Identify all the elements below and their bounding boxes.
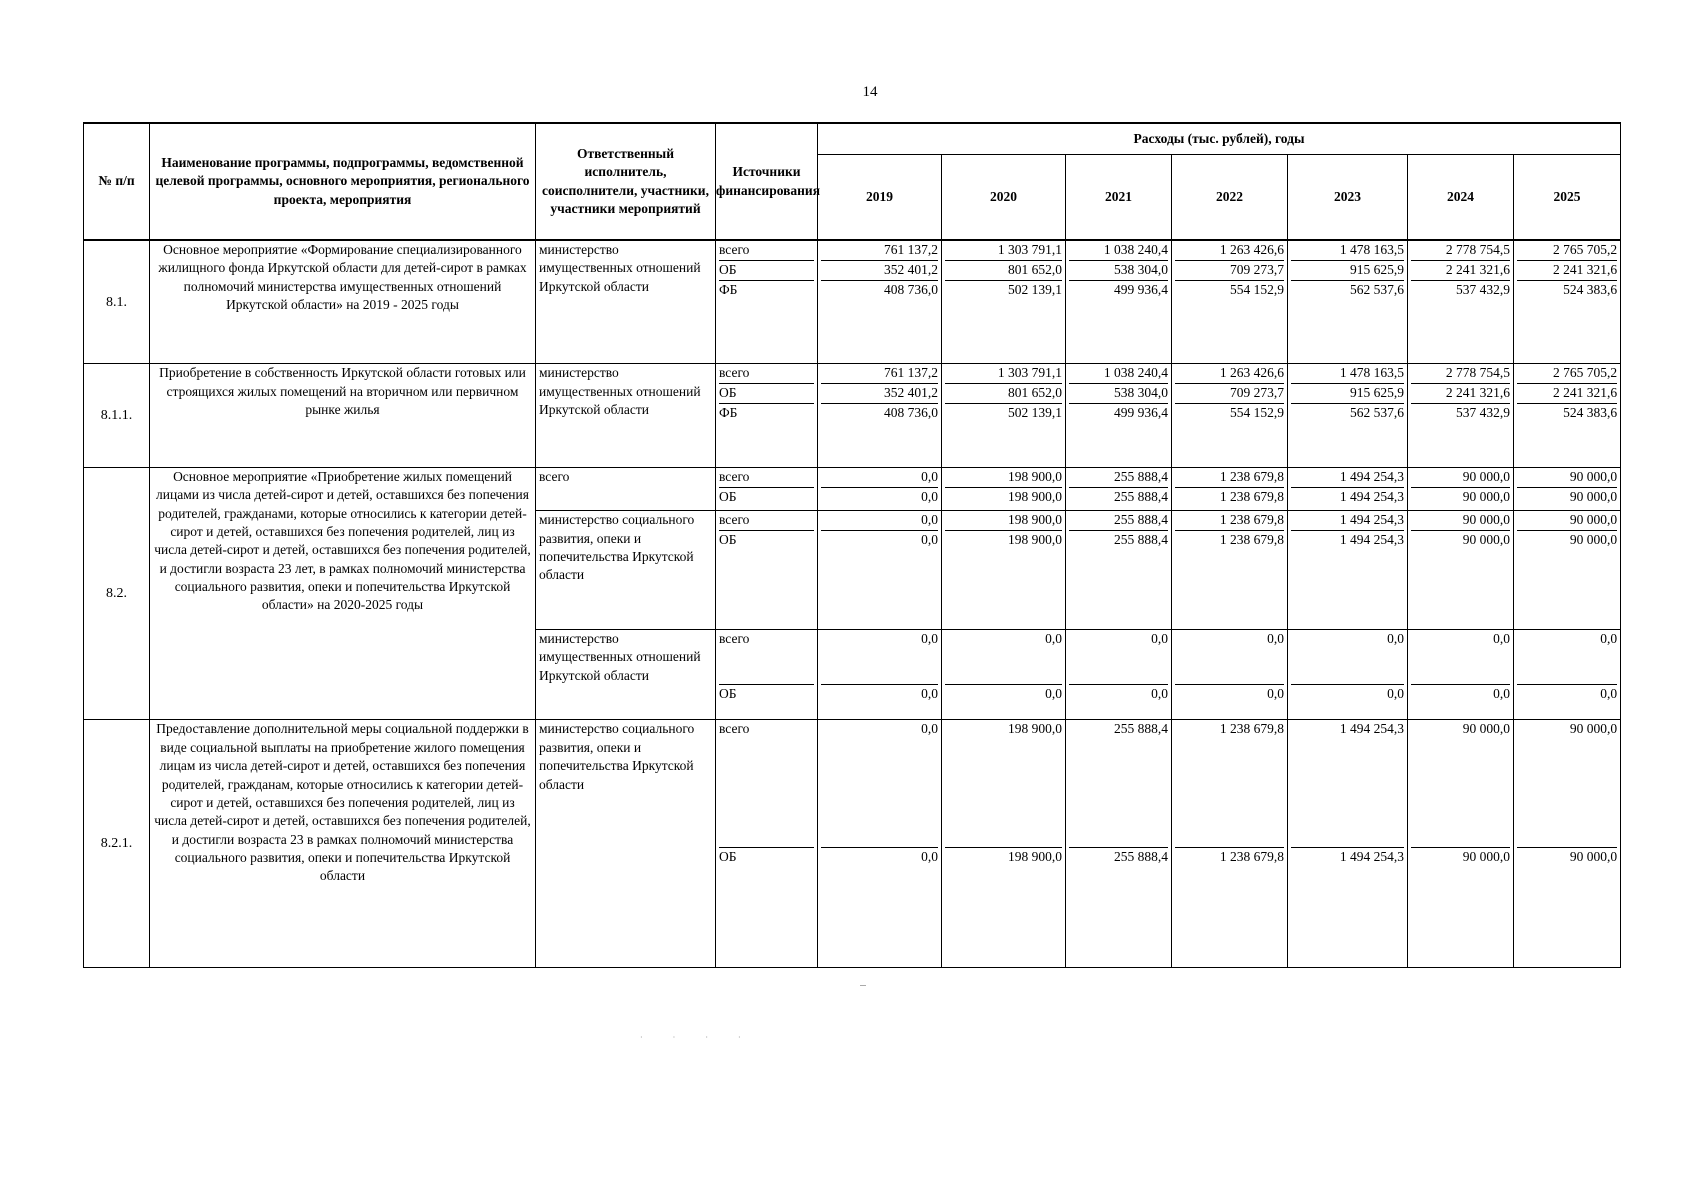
value-cell: 761 137,2 352 401,2 408 736,0 (818, 364, 942, 468)
value-cell: 1 238 679,8 1 238 679,8 (1172, 720, 1288, 968)
header-executor: Ответственный исполнитель, соисполнители, участники, участники мероприятий (536, 123, 716, 240)
source-label: всего (719, 364, 814, 384)
row-executor: министерство имущественных отношений Иркутской области (536, 240, 716, 364)
row-sources (716, 511, 818, 630)
header-year: 2024 (1408, 154, 1514, 240)
value-cell: 90 000,0 90 000,0 (1514, 720, 1621, 968)
value-cell: 0,0 0,0 (818, 467, 942, 510)
source-label: всего (719, 630, 814, 685)
source-label: ФБ (719, 282, 738, 297)
row-number: 8.1.1. (84, 364, 150, 468)
value-cell: 1 038 240,4 538 304,0 499 936,4 (1066, 240, 1172, 364)
scan-artifact: · · · · (640, 1033, 755, 1042)
row-number: 8.2.1. (84, 720, 150, 968)
value-cell: 1 263 426,6 709 273,7 554 152,9 (1172, 364, 1288, 468)
value-cell: 1 494 254,3 1 494 254,3 (1288, 467, 1408, 510)
source-label: всего (719, 511, 814, 531)
value-cell: 1 478 163,5 915 625,9 562 537,6 (1288, 240, 1408, 364)
value-cell: 255 888,4 255 888,4 (1066, 467, 1172, 510)
source-label: ОБ (719, 261, 814, 281)
value-cell: 1 478 163,5 915 625,9 562 537,6 (1288, 364, 1408, 468)
value-cell: 2 778 754,5 2 241 321,6 537 432,9 (1408, 240, 1514, 364)
source-label: ОБ (719, 685, 737, 701)
value-cell: 2 778 754,5 2 241 321,6 537 432,9 (1408, 364, 1514, 468)
row-executor: министерство имущественных отношений Иркутской области (536, 629, 716, 720)
header-source: Источники финансирования (716, 123, 818, 240)
row-number: 8.1. (84, 240, 150, 364)
table-row (84, 240, 1621, 364)
value-cell: 2 765 705,2 2 241 321,6 524 383,6 (1514, 240, 1621, 364)
value-cell: 1 303 791,1 801 652,0 502 139,1 (942, 240, 1066, 364)
row-sources (716, 629, 818, 720)
page-number: 14 (862, 84, 878, 100)
row-sources (716, 467, 818, 510)
value-cell: 0,0 0,0 (818, 629, 942, 720)
source-label: ОБ (719, 384, 814, 404)
header-year: 2021 (1066, 154, 1172, 240)
row-sources (716, 720, 818, 968)
header-year: 2025 (1514, 154, 1621, 240)
value-cell: 0,0 0,0 (818, 511, 942, 630)
expenses-table (83, 122, 1621, 968)
header-year: 2022 (1172, 154, 1288, 240)
value-cell: 1 238 679,8 1 238 679,8 (1172, 467, 1288, 510)
value-cell: 198 900,0 198 900,0 (942, 720, 1066, 968)
value-cell: 0,0 0,0 (1514, 629, 1621, 720)
row-executor: министерство социального развития, опеки и попечительства Иркутской области (536, 720, 716, 968)
table-row (84, 467, 1621, 510)
value-cell: 90 000,0 90 000,0 (1408, 467, 1514, 510)
row-name: Основное мероприятие «Приобретение жилых помещений лицами из числа детей-сирот и детей, оставшихся без попечения родителей, гражданами, которые относились к категории детей-сирот и детей, оставшихся без попечения родителей, лиц из числа детей-сирот и детей, оставшихся без попечения родителей, и достигли возраста 23 лет, в рамках полномочий министерства социального развития, опеки и попечительства Иркутской области» на 2020-2025 годы (150, 467, 536, 720)
value-cell: 0,0 0,0 (1408, 629, 1514, 720)
row-executor: министерство имущественных отношений Иркутской области (536, 364, 716, 468)
row-sources (716, 240, 818, 364)
value-cell: 1 494 254,3 1 494 254,3 (1288, 720, 1408, 968)
header-name: Наименование программы, подпрограммы, ведомственной целевой программы, основного мероприятия, регионального проекта, мероприятия (150, 123, 536, 240)
source-label: всего (719, 720, 814, 848)
value-cell: 90 000,0 90 000,0 (1408, 720, 1514, 968)
row-sources (716, 364, 818, 468)
value-cell: 1 038 240,4 538 304,0 499 936,4 (1066, 364, 1172, 468)
header-expenses: Расходы (тыс. рублей), годы (818, 123, 1621, 154)
source-label: ОБ (719, 488, 737, 504)
header-num: № п/п (84, 123, 150, 240)
value-cell: 198 900,0 198 900,0 (942, 511, 1066, 630)
row-number: 8.2. (84, 467, 150, 720)
value-cell: 1 238 679,8 1 238 679,8 (1172, 511, 1288, 630)
value-cell: 1 303 791,1 801 652,0 502 139,1 (942, 364, 1066, 468)
value-cell: 90 000,0 90 000,0 (1514, 467, 1621, 510)
value-cell: 0,0 0,0 (1288, 629, 1408, 720)
row-name: Предоставление дополнительной меры социальной поддержки в виде социальной выплаты на приобретение жилого помещения лицам из числа детей-сирот и детей, оставшихся без попечения родителей, гражданам, которые относились к категории детей-сирот и детей, оставшихся без попечения родителей, лиц из числа детей-сирот и детей, оставшихся без попечения родителей, и достигли возраста 23 в рамках полномочий министерства социального развития, опеки и попечительства Иркутской области (150, 720, 536, 968)
header-year: 2019 (818, 154, 942, 240)
source-label: всего (719, 468, 814, 488)
row-name: Приобретение в собственность Иркутской области готовых или строящихся жилых помещений на вторичном или первичном рынке жилья (150, 364, 536, 468)
scan-artifact (860, 985, 866, 986)
table-row (84, 364, 1621, 468)
value-cell: 90 000,0 90 000,0 (1408, 511, 1514, 630)
value-cell: 255 888,4 255 888,4 (1066, 511, 1172, 630)
row-name: Основное мероприятие «Формирование специализированного жилищного фонда Иркутской области для детей-сирот в рамках полномочий министерства имущественных отношений Иркутской области» на 2019 - 2025 годы (150, 240, 536, 364)
value-cell: 0,0 0,0 (1066, 629, 1172, 720)
source-label: ОБ (719, 849, 737, 865)
value-cell: 2 765 705,2 2 241 321,6 524 383,6 (1514, 364, 1621, 468)
table-row (84, 720, 1621, 968)
value-cell: 0,0 0,0 (1172, 629, 1288, 720)
row-executor: министерство социального развития, опеки и попечительства Иркутской области (536, 511, 716, 630)
value-cell: 0,0 0,0 (818, 720, 942, 968)
header-year: 2023 (1288, 154, 1408, 240)
value-cell: 198 900,0 198 900,0 (942, 467, 1066, 510)
source-label: ФБ (719, 405, 738, 421)
value-cell: 90 000,0 90 000,0 (1514, 511, 1621, 630)
source-label: ОБ (719, 532, 737, 548)
value-cell: 1 494 254,3 1 494 254,3 (1288, 511, 1408, 630)
value-cell: 1 263 426,6 709 273,7 554 152,9 (1172, 240, 1288, 364)
source-label: всего (719, 241, 814, 261)
row-executor: всего (536, 467, 716, 510)
value-cell: 255 888,4 255 888,4 (1066, 720, 1172, 968)
value-cell: 761 137,2 352 401,2 408 736,0 (818, 240, 942, 364)
header-year: 2020 (942, 154, 1066, 240)
value-cell: 0,0 0,0 (942, 629, 1066, 720)
